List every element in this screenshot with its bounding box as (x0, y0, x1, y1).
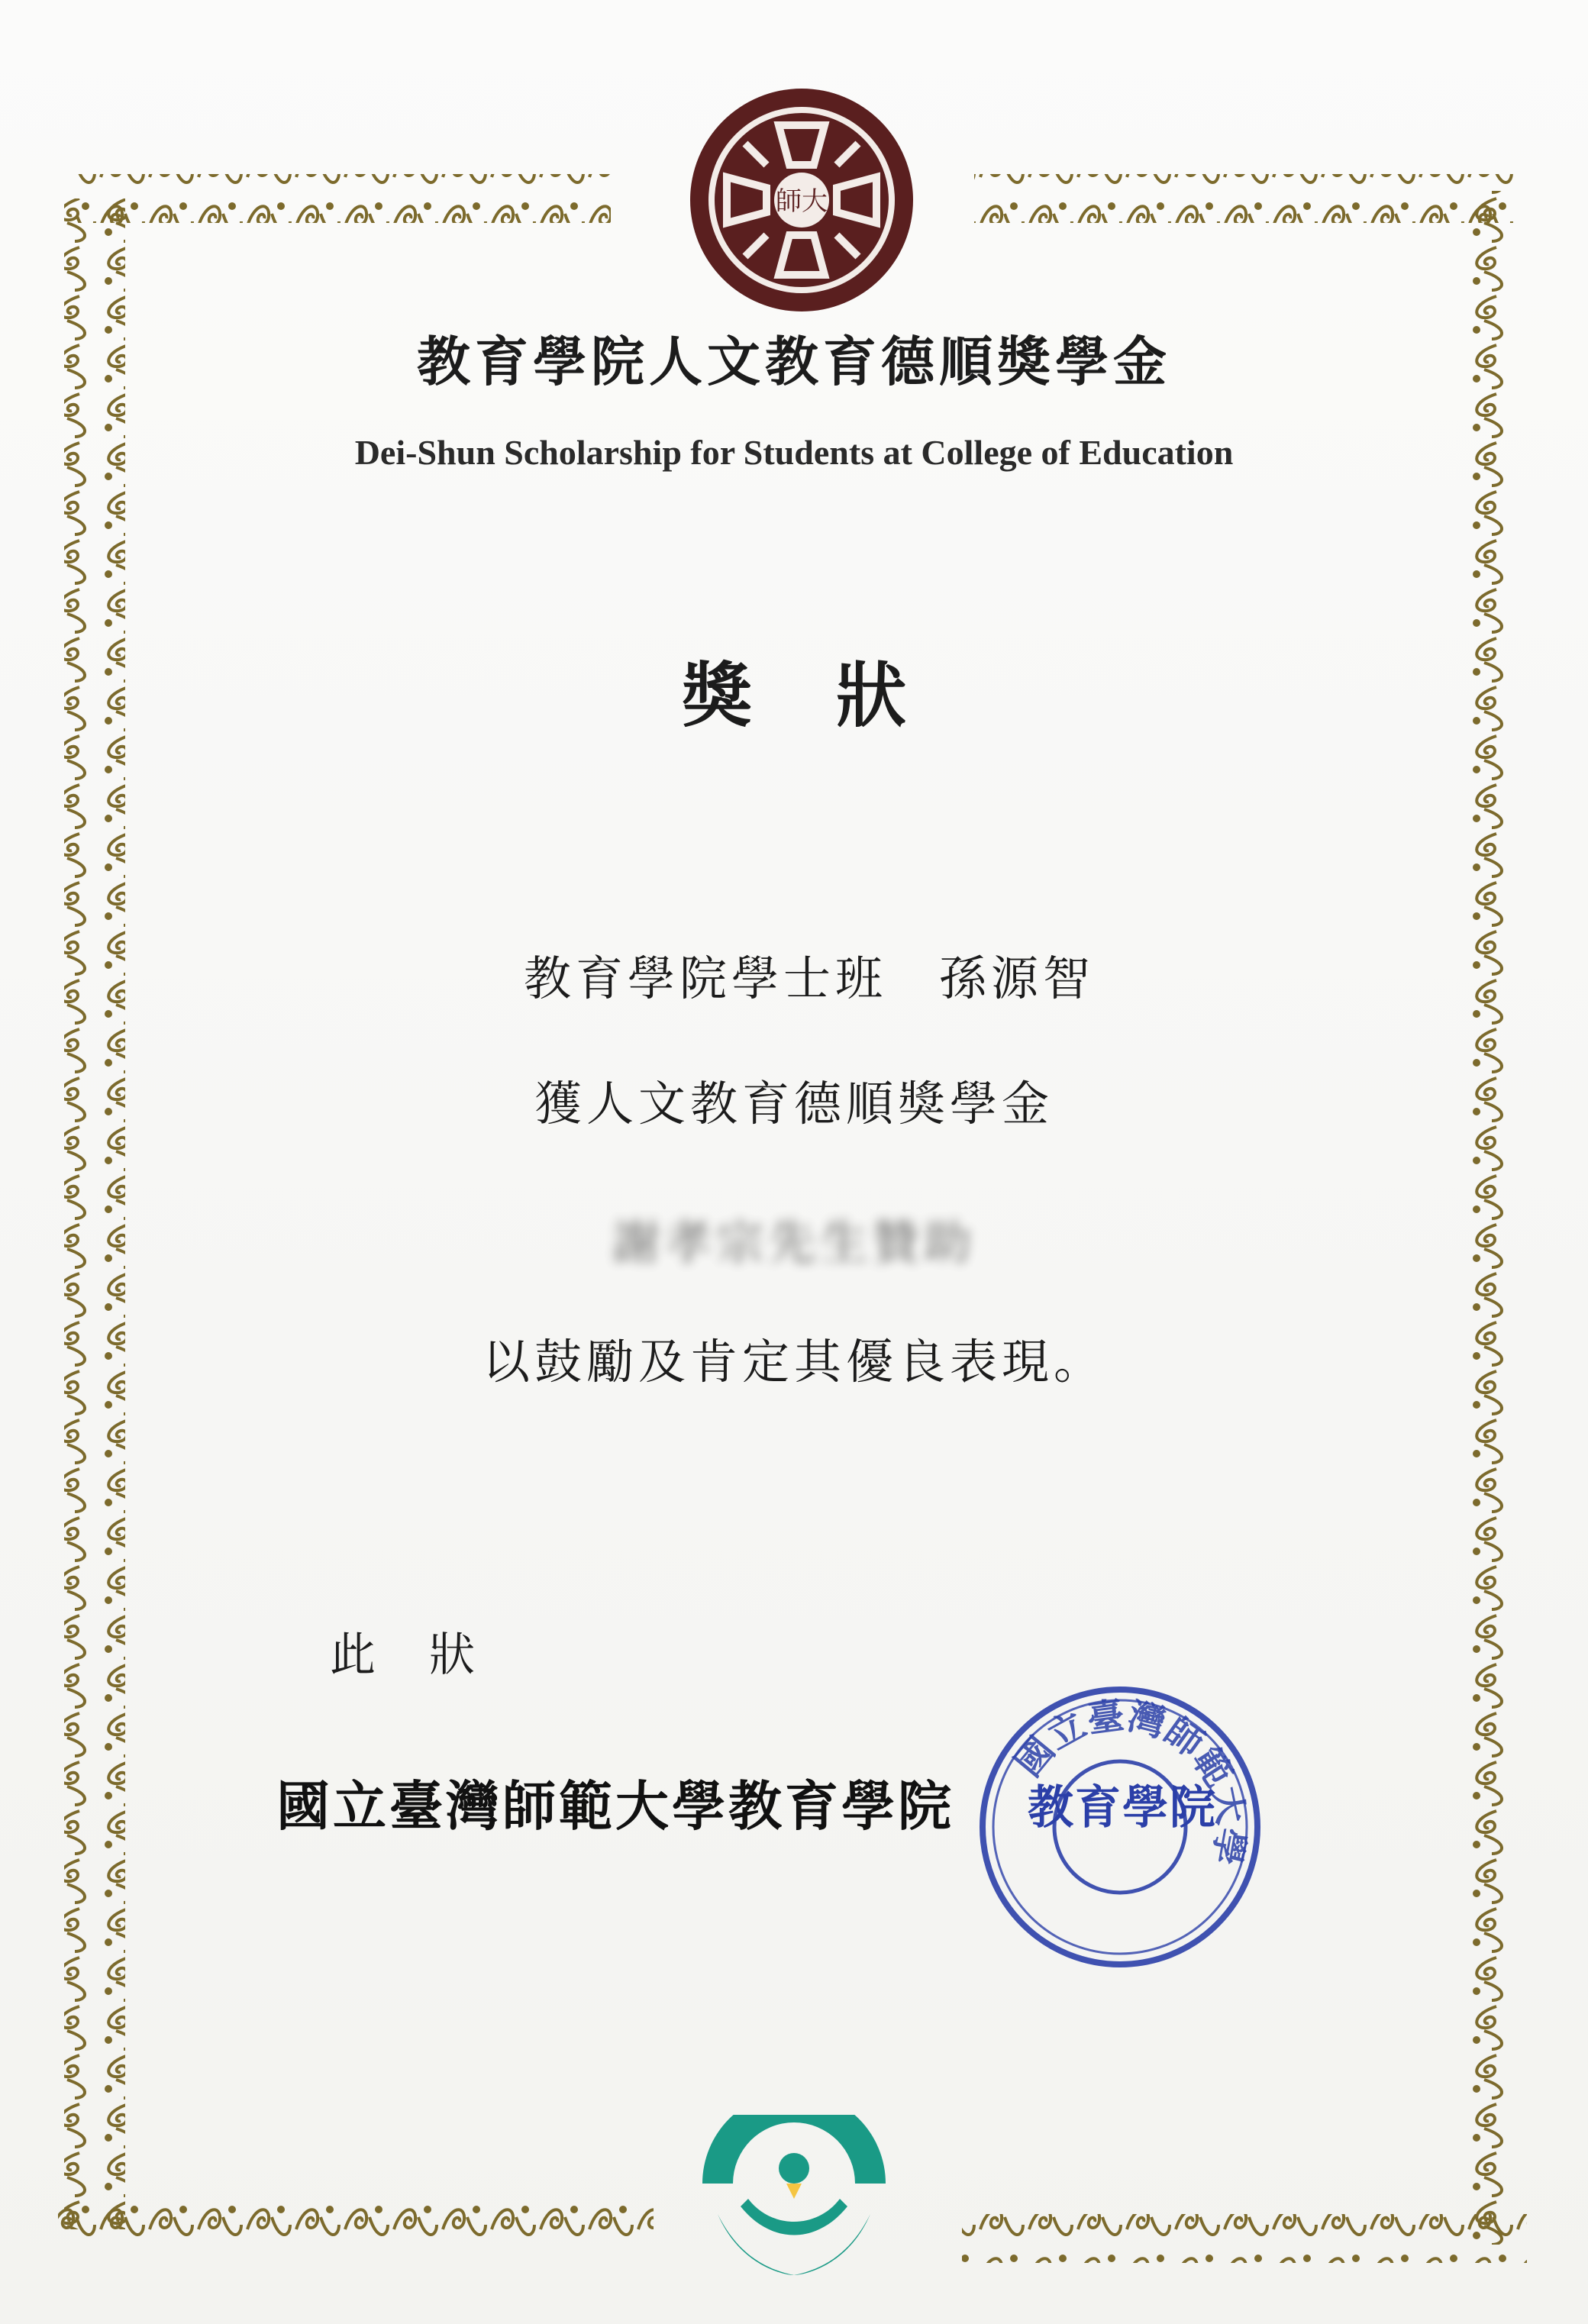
border-top-right (974, 174, 1513, 223)
scholarship-title-en: Dei-Shun Scholarship for Students at College of Education (354, 433, 1234, 472)
encouragement-line: 以鼓勵及肯定其優良表現。 (482, 1334, 1105, 1390)
redacted-line (0, 1205, 1588, 1273)
seal-center-text: 教育學院 (1028, 1781, 1217, 1835)
ntnu-emblem-icon (687, 86, 916, 315)
redacted-sponsor-text: 謝孝宗先生贊助 (612, 1215, 976, 1270)
award-line: 獲人文教育德順獎學金 (534, 1076, 1054, 1131)
college-of-education-logo-icon (695, 2115, 893, 2283)
border-top-left (76, 174, 611, 223)
closing-text: 此狀 (330, 1628, 528, 1682)
seal-ring-text: 國立臺灣師範大學 (1007, 1694, 1253, 1868)
recipient-line: 教育學院學士班 孫源智 (523, 951, 1095, 1006)
issuer-name: 國立臺灣師範大學教育學院 (276, 1774, 954, 1838)
emblem-center-text: 師大 (776, 186, 828, 217)
border-bottom-left (58, 2199, 654, 2248)
scholarship-title-zh: 教育學院人文教育德順獎學金 (417, 330, 1171, 393)
border-bottom-right (962, 2214, 1527, 2263)
certificate-heading: 獎狀 (681, 654, 990, 737)
